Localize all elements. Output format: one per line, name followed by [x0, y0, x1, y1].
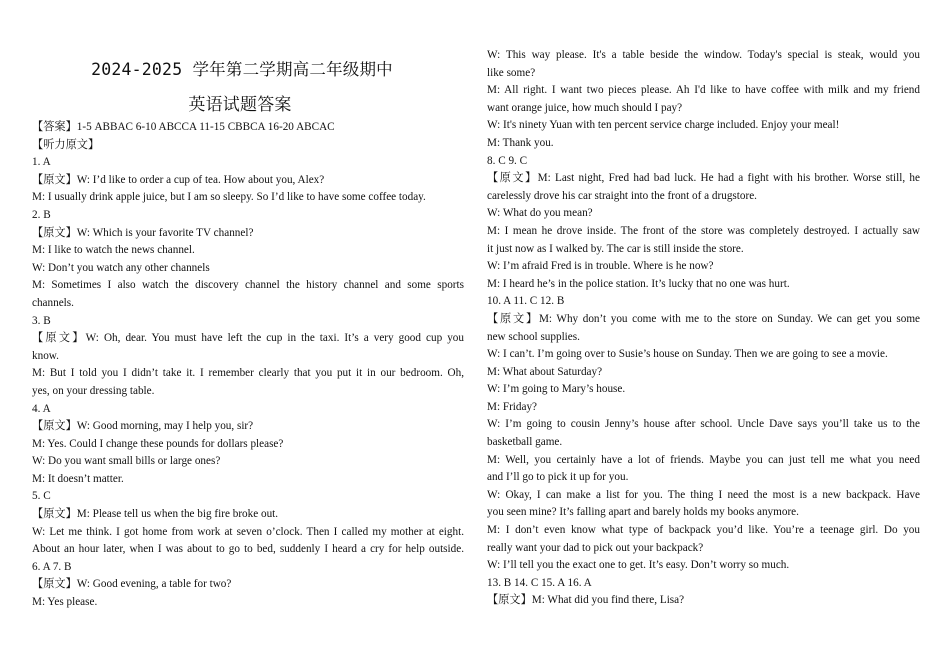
text-line: W: Let me think. I got home from work at seven o’clock. Then I called my mother at eight.: [32, 525, 464, 538]
text-line: M: I heard he’s in the police station. It’s lucky that no one was hurt.: [487, 277, 790, 290]
text-line: M: I like to watch the news channel.: [32, 244, 195, 257]
text-line: M: What about Saturday?: [487, 365, 603, 378]
text-line: and I’ll go to pick it up for you.: [487, 471, 629, 484]
text-line: W: I can’t. I’m going over to Susie’s house on Sunday. Then we are going to see a movie.: [487, 348, 888, 361]
text-line: M: Sometimes I also watch the discovery channel the history channel and some sports: [32, 279, 464, 292]
text-line: 【答案】1-5 ABBAC 6-10 ABCCA 11-15 CBBCA 16-20 ABCAC: [32, 121, 335, 133]
text-line: M: But I told you I didn’t take it. I remember clearly that you put it in our bedroom. Oh,: [32, 367, 464, 380]
text-line: basketball game.: [487, 436, 563, 449]
text-line: W: I’ll tell you the exact one to get. It’s easy. Don’t worry so much.: [487, 559, 790, 572]
text-line: W: What do you mean?: [487, 207, 593, 220]
text-line: really want your dad to pick out your backpack?: [487, 541, 704, 554]
text-line: carelessly drove his car straight into the front of a drugstore.: [487, 189, 757, 202]
text-line: channels.: [32, 296, 74, 309]
text-line: W: I’m afraid Fred is in trouble. Where is he now?: [487, 260, 714, 273]
text-line: 【原文】W: Oh, dear. You must have left the cup in the taxi. It’s a very good cup you: [32, 332, 464, 345]
text-line: 【原文】M: What did you find there, Lisa?: [487, 594, 685, 607]
text-line: W: This way please. It's a table beside the window. Today's special is steak, would you: [487, 49, 920, 61]
text-line: 【听力原文】: [32, 138, 100, 151]
text-line: M: I usually drink apple juice, but I am so sleepy. So I’d like to have some coffee today.: [32, 191, 426, 204]
document-title: 2024-2025 学年第二学期高二年级期中: [91, 60, 393, 79]
text-line: like some?: [487, 66, 536, 79]
text-line: M: I mean he drove inside. The front of the store was completely destroyed. I actually saw: [487, 224, 920, 237]
text-line: M: All right. I want two pieces please. Ah I'd like to have coffee with milk and my friend: [487, 84, 920, 97]
text-line: 【原文】M: Please tell us when the big fire broke out.: [32, 508, 279, 521]
text-line: 2. B: [32, 208, 51, 221]
text-line: want orange juice, how much should I pay?: [487, 101, 683, 114]
text-line: W: I’m going to Mary’s house.: [487, 383, 626, 396]
text-line: 【原文】M: Last night, Fred had bad luck. He had a fight with his brother. Worse still, he: [487, 172, 920, 185]
text-line: M: Yes. Could I change these pounds for dollars please?: [32, 437, 284, 450]
text-line: 13. B 14. C 15. A 16. A: [487, 576, 592, 589]
text-line: 【原文】M: Why don’t you come with me to the store on Sunday. We can get you some: [487, 312, 920, 325]
text-line: 5. C: [32, 490, 51, 503]
text-line: yes, on your dressing table.: [32, 384, 155, 397]
text-line: 3. B: [32, 314, 51, 327]
right-text-block: [487, 47, 920, 610]
text-line: W: Do you want small bills or large ones?: [32, 455, 221, 468]
text-line: W: Don’t you watch any other channels: [32, 261, 210, 274]
text-line: 【原文】W: I’d like to order a cup of tea. How about you, Alex?: [32, 173, 325, 186]
left-text-block: [32, 119, 464, 612]
text-line: W: It's ninety Yuan with ten percent service charge included. Enjoy your meal!: [487, 119, 840, 132]
text-line: 6. A 7. B: [32, 560, 72, 573]
text-line: About an hour later, when I was about to go to bed, suddenly I heard a cry for help outside.: [32, 543, 464, 556]
text-line: M: Thank you.: [487, 136, 554, 149]
text-line: 10. A 11. C 12. B: [487, 295, 565, 308]
text-line: you seen mine? It’s falling apart and barely holds my books anymore.: [487, 506, 799, 519]
text-line: it just now as I walked by. The car is still inside the store.: [487, 242, 744, 255]
text-line: 8. C 9. C: [487, 154, 528, 167]
text-line: M: Well, you certainly have a lot of friends. Maybe you can just tell me what you need: [487, 453, 920, 466]
text-line: 【原文】W: Good evening, a table for two?: [32, 578, 232, 591]
text-line: know.: [32, 349, 59, 362]
text-line: M: I don’t even know what type of backpack you’d like. You’re a teenage girl. Do you: [487, 524, 920, 537]
text-line: M: Friday?: [487, 400, 538, 413]
document-subtitle: 英语试题答案: [188, 95, 292, 115]
text-line: 4. A: [32, 402, 51, 415]
text-line: 【原文】W: Which is your favorite TV channel?: [32, 226, 254, 239]
text-line: W: I’m going to cousin Jenny’s house after school. Uncle Dave says you’ll take us to the: [487, 418, 920, 431]
text-line: new school supplies.: [487, 330, 580, 343]
text-line: W: Okay, I can make a list for you. The thing I need the most is a new backpack. Have: [487, 488, 920, 501]
text-line: 【原文】W: Good morning, may I help you, sir?: [32, 420, 254, 433]
text-line: 1. A: [32, 156, 51, 169]
text-line: M: Yes please.: [32, 596, 98, 609]
text-line: M: It doesn’t matter.: [32, 472, 124, 485]
